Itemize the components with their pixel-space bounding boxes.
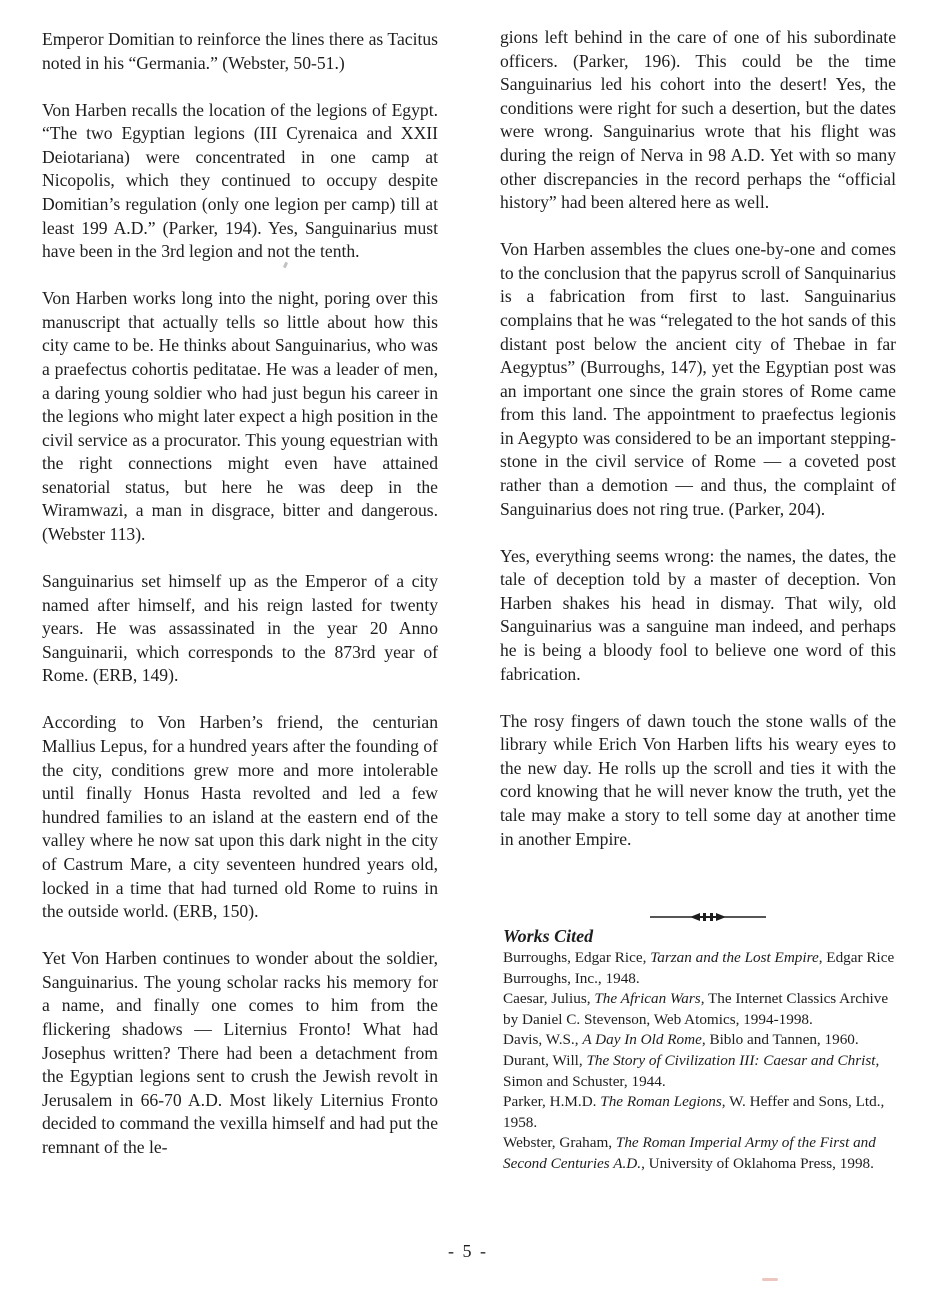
right-paragraph-3: Yes, everything seems wrong: the names, the dates, the tale of deception told by a master of deception. Von Harben shakes his head in dismay. That wily, old Sanguinarius was a sanguine man indeed, and perhaps he is being a bloody fool to believe one word of this fabrication. [500,545,896,684]
right-paragraph-1: gions left behind in the care of one of his subordinate officers. (Parker, 196). This could be the time Sanguinarius led his cohort into the desert! Yes, the conditions were right for such a desertion, but the dates were wrong. Sanguinarius wrote that his flight was during the reign of Nerva in 98 A.D. Yet with so many other discrepancies in the record perhaps the “official history” had been altered here as well. [500,27,896,213]
page-number: - 5 - [448,1241,488,1261]
section-divider-ornament [650,910,766,924]
citation-entry: Caesar, Julius, The African Wars, The Internet Classics Archive by Daniel C. Stevenson, Web Atomics, 1994-1998. [503,990,889,1028]
left-paragraph-5: According to Von Harben’s friend, the centurian Mallius Lepus, for a hundred years after the founding of the city, conditions grew more and more intolerable until finally Honus Hasta revolted and led a few hundred families to an island at the eastern end of the valley where he now sat upon this dark night in the city of Castrum Mare, a city seventeen hundred years old, locked in a time that had turned old Rome to ruins in the outside world. (ERB, 150). [42,712,438,922]
right-paragraph-2: Von Harben assembles the clues one-by-one and comes to the conclusion that the papyrus scroll of Sanquinarius is a fabrication from first to last. Sanguinarius complains that he was “relegated to the hot sands of this distant post below the ancient city of Thebae in far Aegyptus” (Burroughs, 147), yet the Egyptian post was an important one since the grain stores of Rome came from this land. The appointment to praefectus legionis in Aegypto was considered to be an important stepping-stone in the civil service of Rome — a coveted post rather than a demotion — and thus, the complaint of Sanguinarius does not ring true. (Parker, 204). [500,239,896,519]
left-paragraph-2: Von Harben recalls the location of the legions of Egypt. “The two Egyptian legions (III Cyrenaica and XXII Deiotariana) were concentrated in one camp at Nicopolis, which they continued to occupy despite Domitian’s regulation (only one legion per camp) till at least 199 A.D.” (Parker, 194). Yes, Sanguinarius must have been in the 3rd legion and not the tenth. [42,99,438,262]
works-cited-heading: Works Cited [503,926,594,946]
citation-entry: Webster, Graham, The Roman Imperial Army of the First and Second Centuries A.D., University of Oklahoma Press, 1998. [503,1134,876,1172]
citation-entry: Parker, H.M.D. The Roman Legions, W. Heffer and Sons, Ltd., 1958. [503,1093,885,1131]
citation-entry: Durant, Will, The Story of Civilization III: Caesar and Christ, Simon and Schuster, 1944. [503,1051,880,1090]
works-cited-list [503,948,895,1175]
left-paragraph-4: Sanguinarius set himself up as the Emperor of a city named after himself, and his reign lasted for twenty years. He was assassinated in the year 20 Anno Sanguinarii, which corresponds to the 873rd year of Rome. (ERB, 149). [42,571,438,686]
citation-entry: Davis, W.S., A Day In Old Rome, Biblo and Tannen, 1960. [503,1031,859,1049]
scan-mark [762,1278,778,1281]
citation-entry: Burroughs, Edgar Rice, Tarzan and the Lost Empire, Edgar Rice Burroughs, Inc., 1948. [503,949,895,987]
right-column [500,26,896,851]
right-paragraph-4: The rosy fingers of dawn touch the stone walls of the library while Erich Von Harben lifts his weary eyes to the new day. He rolls up the scroll and ties it with the cord knowing that he will never know the truth, yet the tale may make a story to tell some day at another time in another Empire. [500,710,896,849]
left-paragraph-1: Emperor Domitian to reinforce the lines there as Tacitus noted in his “Germania.” (Webster, 50-51.) [42,29,438,73]
left-paragraph-6: Yet Von Harben continues to wonder about the soldier, Sanguinarius. The young scholar racks his memory for a name, and finally one comes to him from the flickering shadows — Liternius Fronto! What had Josephus written? There had been a detachment from the Egyptian legions sent to crush the Jewish revolt in Jerusalem in 66-70 A.D. Most likely Liternius Fronto decided to command the vexilla himself and had put the remnant of the le- [42,948,438,1157]
left-column [42,28,438,1159]
left-paragraph-3: Von Harben works long into the night, poring over this manuscript that actually tells so little about how this city came to be. He thinks about Sanguinarius, who was a praefectus cohortis peditatae. He was a leader of men, a daring young soldier who had just begun his career in the legions who might later expect a high position in the civil service as a procurator. This young equestrian with the right connections might even have attained senatorial status, but here he was deep in the Wiramwazi, a man in disgrace, bitter and dangerous. (Webster 113). [42,288,438,545]
